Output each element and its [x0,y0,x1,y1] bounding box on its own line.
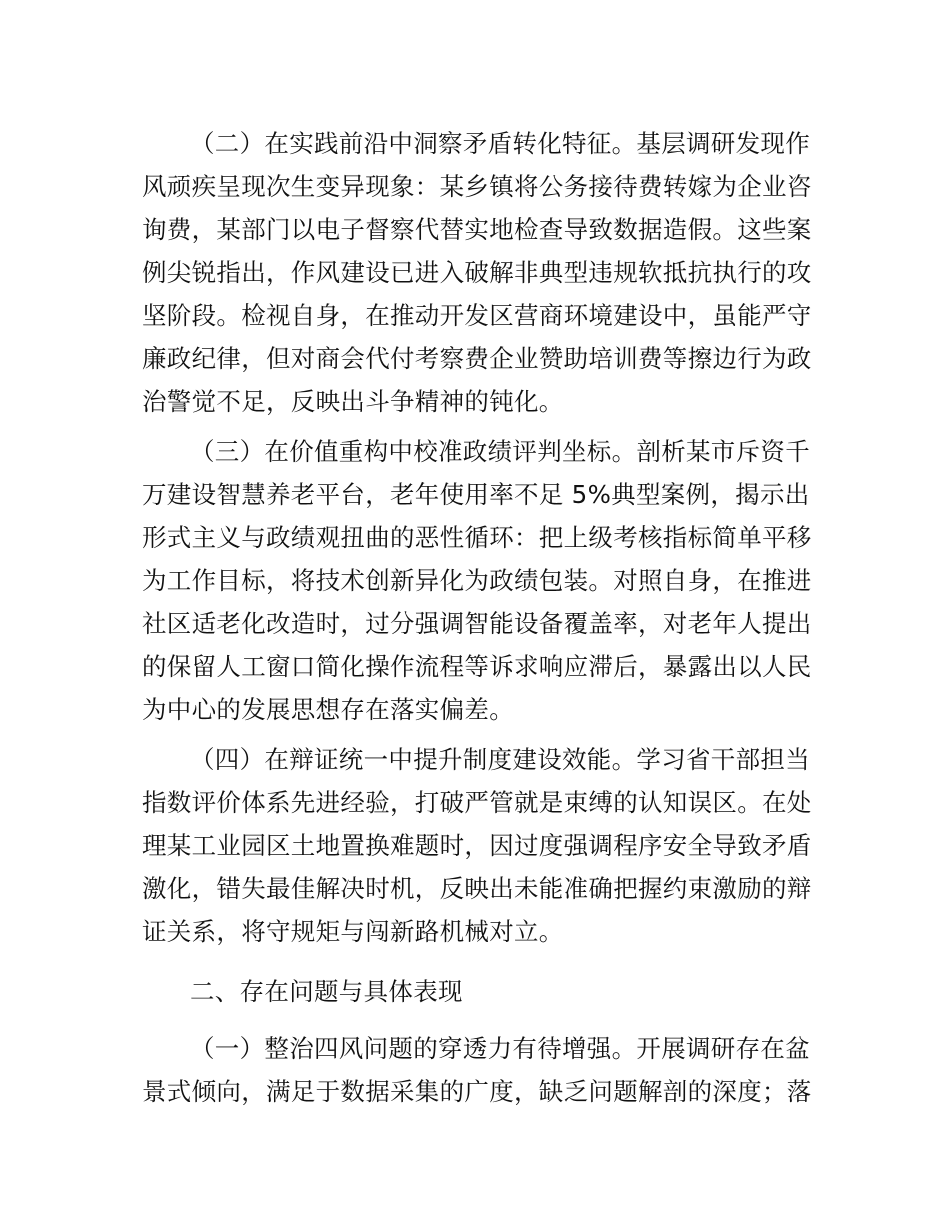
text-line: （四）在辩证统一中提升制度建设效能。学习省干部担当 [190,745,810,774]
text-line: 为工作目标，将技术创新异化为政绩包装。对照自身，在推进 [142,566,812,595]
text-line: 理某工业园区土地置换难题时，因过度强调程序安全导致矛盾 [142,831,812,860]
text-line: （三）在价值重构中校准政绩评判坐标。剖析某市斥资千 [190,437,810,466]
text-line: （二）在实践前沿中洞察矛盾转化特征。基层调研发现作 [190,129,810,158]
text-line: 询费，某部门以电子督察代替实地检查导致数据造假。这些案 [142,215,812,244]
text-line: 风顽疾呈现次生变异现象：某乡镇将公务接待费转嫁为企业咨 [142,172,812,201]
text-line: 例尖锐指出，作风建设已进入破解非典型违规软抵抗执行的攻 [142,258,812,287]
section-heading: 二、存在问题与具体表现 [190,977,463,1006]
text-line: 治警觉不足，反映出斗争精神的钝化。 [142,387,564,416]
text-line: 廉政纪律，但对商会代付考察费企业赞助培训费等擦边行为政 [142,344,812,373]
text-line: 万建设智慧养老平台，老年使用率不足 5%典型案例，揭示出 [142,480,810,509]
text-line: 的保留人工窗口简化操作流程等诉求响应滞后，暴露出以人民 [142,652,812,681]
text-line: 为中心的发展思想存在落实偏差。 [142,695,514,724]
text-line: 证关系，将守规矩与闯新路机械对立。 [142,917,564,946]
text-line: 形式主义与政绩观扭曲的恶性循环：把上级考核指标简单平移 [142,523,812,552]
text-line: 社区适老化改造时，过分强调智能设备覆盖率，对老年人提出 [142,609,812,638]
text-line: 坚阶段。检视自身，在推动开发区营商环境建设中，虽能严守 [142,301,812,330]
text-line: 景式倾向，满足于数据采集的广度，缺乏问题解剖的深度；落 [142,1077,812,1106]
text-line: （一）整治四风问题的穿透力有待增强。开展调研存在盆 [190,1034,810,1063]
text-line: 激化，错失最佳解决时机，反映出未能准确把握约束激励的辩 [142,874,812,903]
text-line: 指数评价体系先进经验，打破严管就是束缚的认知误区。在处 [142,788,812,817]
